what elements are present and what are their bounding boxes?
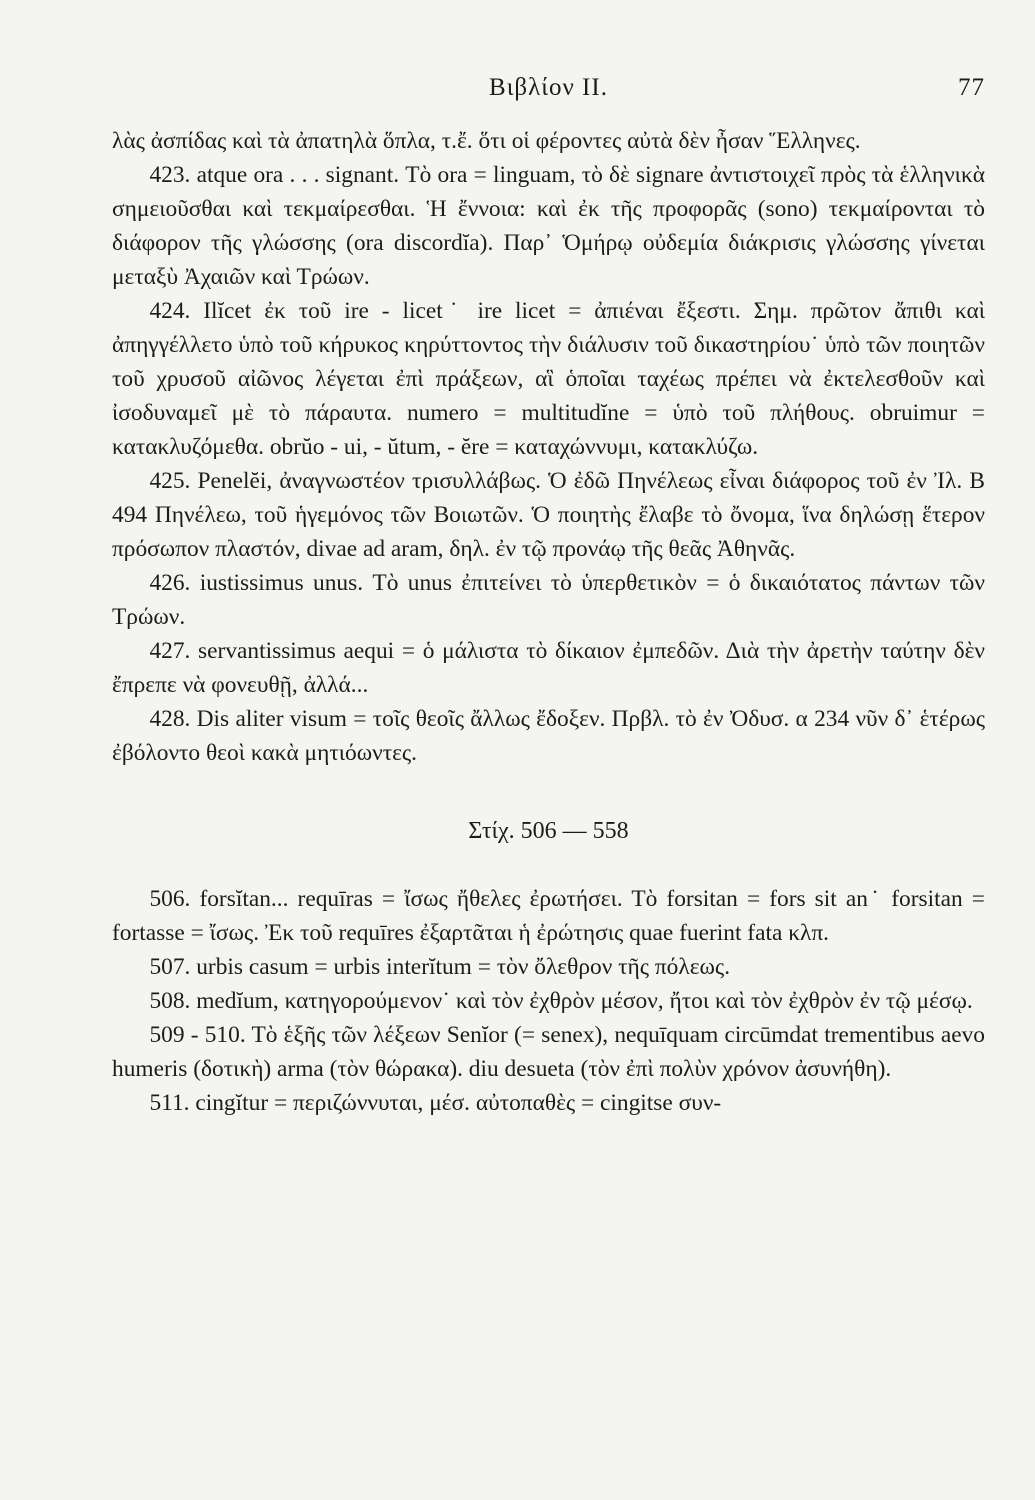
note-paragraph: 509 - 510. Τὸ ἑξῆς τῶν λέξεων Senĭor (= senex), nequīquam circūmdat trementibus aevo humeris (δοτικὴ) arma (τὸν θώρακα). diu desueta (τὸν ἐπὶ πολὺν χρόνον ἀσυνήθη). [112, 1022, 985, 1082]
note-paragraph: 506. forsĭtan... requīras = ἴσως ἤθελες ἐρωτήσει. Τὸ forsitan = fors sit an˙ forsitan = fortasse = ἴσως. Ἐκ τοῦ requīres ἐξαρτᾶται ἡ ἐρώτησις quae fuerint fata κλπ. [112, 886, 985, 946]
note-paragraph: 508. medĭum, κατηγορούμενον˙ καὶ τὸν ἐχθρὸν μέσον, ἤτοι καὶ τὸν ἐχθρὸν ἐν τῷ μέσῳ. [149, 988, 973, 1014]
note-paragraph: 424. Ilĭcet ἐκ τοῦ ire - licet˙ ire licet = ἀπιέναι ἔξεστι. Σημ. πρῶτον ἄπιθι καὶ ἀπηγγέλλετο ὑπὸ τοῦ κήρυκος κηρύττοντος τὴν διάλυσιν τοῦ δικαστηρίου˙ ὑπὸ τῶν ποιητῶν τοῦ χρυσοῦ αἰῶνος λέγεται ἐπὶ πράξεων, αἳ ὁποῖαι ταχέως πρέπει νὰ ἐκτελεσθοῦν καὶ ἰσοδυναμεῖ μὲ τὸ πάραυτα. numero = multitudĭne = ὑπὸ τοῦ πλήθους. obruimur = κατακλυζόμεθα. obrŭo - ui, - ŭtum, - ĕre = καταχώννυμι, κατακλύζω. [112, 298, 985, 460]
note-paragraph: 507. urbis casum = urbis interĭtum = τὸν ὄλεθρον τῆς πόλεως. [149, 954, 731, 980]
note-paragraph: 426. iustissimus unus. Τὸ unus ἐπιτείνει τὸ ὑπερθετικὸν = ὁ δικαιότατος πάντων τῶν Τρώων. [112, 570, 985, 630]
note-paragraph: 423. atque ora . . . signant. Τὸ ora = linguam, τὸ δὲ signare ἀντιστοιχεῖ πρὸς τὰ ἑλληνικὰ σημειοῦσθαι καὶ τεκμαίρεσθαι. Ἡ ἔννοια: καὶ ἐκ τῆς προφορᾶς (sono) τεκμαίρονται τὸ διάφορον τῆς γλώσσης (ora discordĭa). Παρ᾽ Ὁμήρῳ οὐδεμία διάκρισις γλώσσης γίνεται μεταξὺ Ἀχαιῶν καὶ Τρώων. [112, 162, 985, 290]
note-paragraph: 428. Dis aliter visum = τοῖς θεοῖς ἄλλως ἔδοξεν. Πρβλ. τὸ ἐν Ὀδυσ. α 234 νῦν δ᾽ ἑτέρως ἐβόλοντο θεοὶ κακὰ μητιόωντες. [112, 706, 985, 766]
note-paragraph: λὰς ἀσπίδας καὶ τὰ ἀπατηλὰ ὅπλα, τ.ἔ. ὅτι οἱ φέροντες αὐτὰ δὲν ἦσαν Ἕλληνες. [112, 128, 861, 154]
running-title: Βιβλίον II. [489, 74, 608, 101]
note-paragraph: 425. Penelĕi, ἀναγνωστέον τρισυλλάβως. Ὁ ἐδῶ Πηνέλεως εἶναι διάφορος τοῦ ἐν Ἰλ. Β 494 Πηνέλεω, τοῦ ἡγεμόνος τῶν Βοιωτῶν. Ὁ ποιητὴς ἔλαβε τὸ ὄνομα, ἵνα δηλώσῃ ἕτερον πρόσωπον πλαστόν, divae ad aram, δηλ. ἐν τῷ προνάῳ τῆς θεᾶς Ἀθηνᾶς. [112, 468, 985, 562]
note-paragraph: 427. servantissimus aequi = ὁ μάλιστα τὸ δίκαιον ἐμπεδῶν. Διὰ τὴν ἀρετὴν ταύτην δὲν ἔπρεπε νὰ φονευθῇ, ἀλλά... [112, 638, 985, 698]
page-number: 77 [958, 74, 985, 101]
running-head [112, 66, 985, 106]
commentary-text [112, 124, 985, 1120]
section-heading: Στίχ. 506 — 558 [468, 818, 629, 844]
note-paragraph: 511. cingĭtur = περιζώννυται, μέσ. αὐτοπαθὲς = cingitse συν- [149, 1090, 722, 1116]
